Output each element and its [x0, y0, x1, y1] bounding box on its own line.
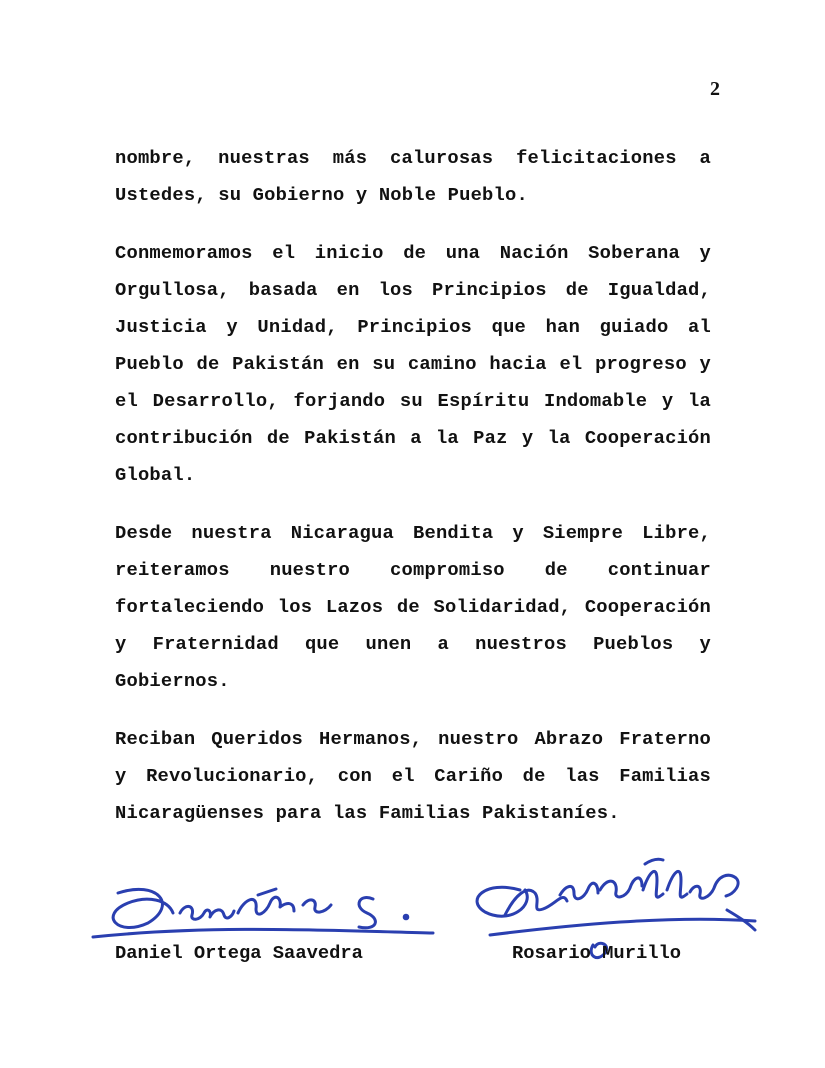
paragraph-1: nombre, nuestras más calurosas felicitaciones a Ustedes, su Gobierno y Noble Pueblo.	[115, 147, 711, 206]
letter-body	[115, 140, 711, 853]
signature-daniel-ortega	[88, 875, 448, 945]
signatory-name-left: Daniel Ortega Saavedra	[115, 942, 363, 964]
paragraph-4: Reciban Queridos Hermanos, nuestro Abrazo Fraterno y Revolucionario, con el Cariño de las Familias Nicaragüenses para las Familias Pakistaníes.	[115, 728, 711, 824]
paragraph-2: Conmemoramos el inicio de una Nación Soberana y Orgullosa, basada en los Principios de Igualdad, Justicia y Unidad, Principios que han guiado al Pueblo de Pakistán en su camino hacia el progreso y el Desarrollo, forjando su Espíritu Indomable y la contribución de Pakistán a la Paz y la Cooperación Global.	[115, 242, 711, 486]
signatory-name-right: Rosario Murillo	[512, 942, 682, 964]
signature-block	[0, 850, 825, 980]
page-number: 2	[710, 78, 720, 100]
paragraph-3: Desde nuestra Nicaragua Bendita y Siempre Libre, reiteramos nuestro compromiso de continuar fortaleciendo los Lazos de Solidaridad, Cooperación y Fraternidad que unen a nuestros Pueblos y Gobiernos.	[115, 522, 711, 692]
